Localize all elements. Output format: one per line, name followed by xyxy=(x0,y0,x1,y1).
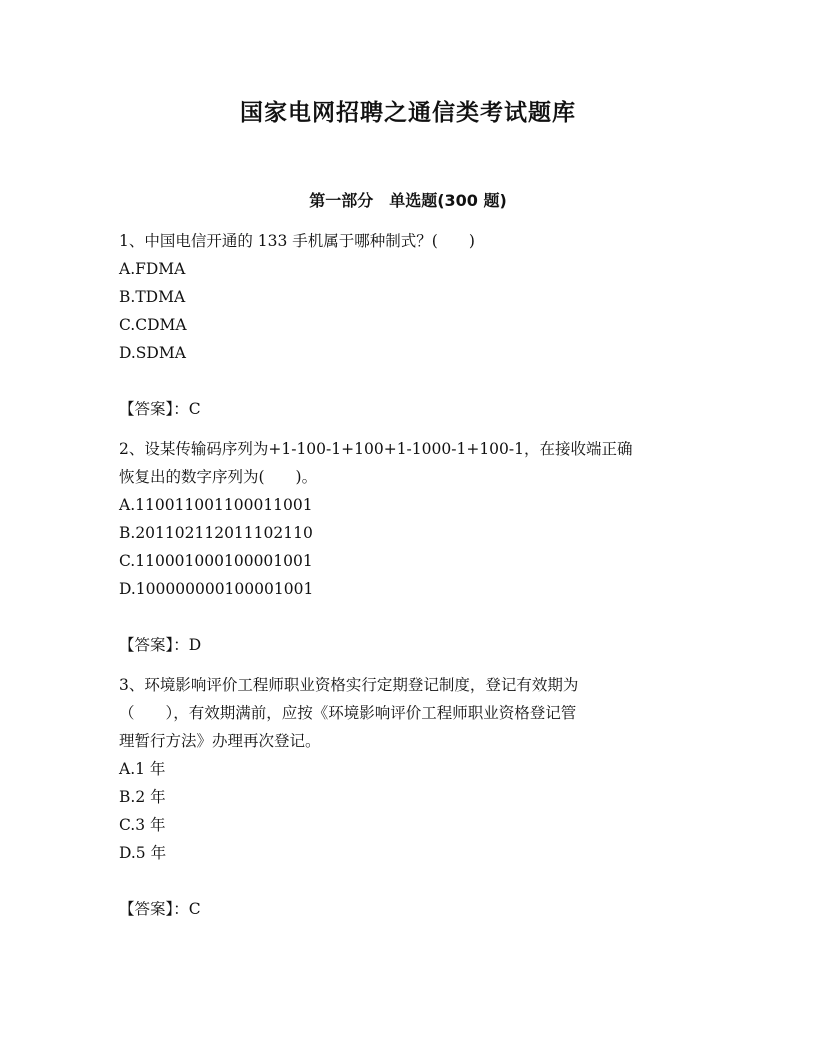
question-2-text-line-2: 恢复出的数字序列为( )。 xyxy=(119,468,318,486)
section-title: 第一部分 单选题(300 题) xyxy=(309,191,507,210)
question-2-option-d: D.100000000100001001 xyxy=(119,580,314,598)
question-1-option-b: B.TDMA xyxy=(119,288,186,306)
question-1-answer: 【答案】：C xyxy=(119,400,201,418)
question-3-answer: 【答案】：C xyxy=(119,900,201,918)
question-2-option-a: A.110011001100011001 xyxy=(119,496,313,514)
question-1-option-d: D.SDMA xyxy=(119,344,186,362)
question-1-option-c: C.CDMA xyxy=(119,316,187,334)
question-3-text-line-1: 3、环境影响评价工程师职业资格实行定期登记制度，登记有效期为 xyxy=(119,676,579,694)
question-3-option-d: D.5 年 xyxy=(119,844,167,862)
question-3-option-c: C.3 年 xyxy=(119,816,166,834)
document-title: 国家电网招聘之通信类考试题库 xyxy=(240,100,576,126)
question-3-text-line-2: （ ），有效期满前，应按《环境影响评价工程师职业资格登记管 xyxy=(119,704,577,722)
question-2-option-b: B.201102112011102110 xyxy=(119,524,313,542)
question-3-option-b: B.2 年 xyxy=(119,788,166,806)
question-1-text: 1、中国电信开通的 133 手机属于哪种制式？( ) xyxy=(119,232,475,250)
question-2-option-c: C.110001000100001001 xyxy=(119,552,313,570)
question-3-option-a: A.1 年 xyxy=(119,760,166,778)
question-1-option-a: A.FDMA xyxy=(119,260,186,278)
question-3-text-line-3: 理暂行方法》办理再次登记。 xyxy=(119,732,321,750)
question-2-answer: 【答案】：D xyxy=(119,636,202,654)
question-2-text-line-1: 2、设某传输码序列为+1-100-1+100+1-1000-1+100-1，在接收端正确 xyxy=(119,440,633,458)
